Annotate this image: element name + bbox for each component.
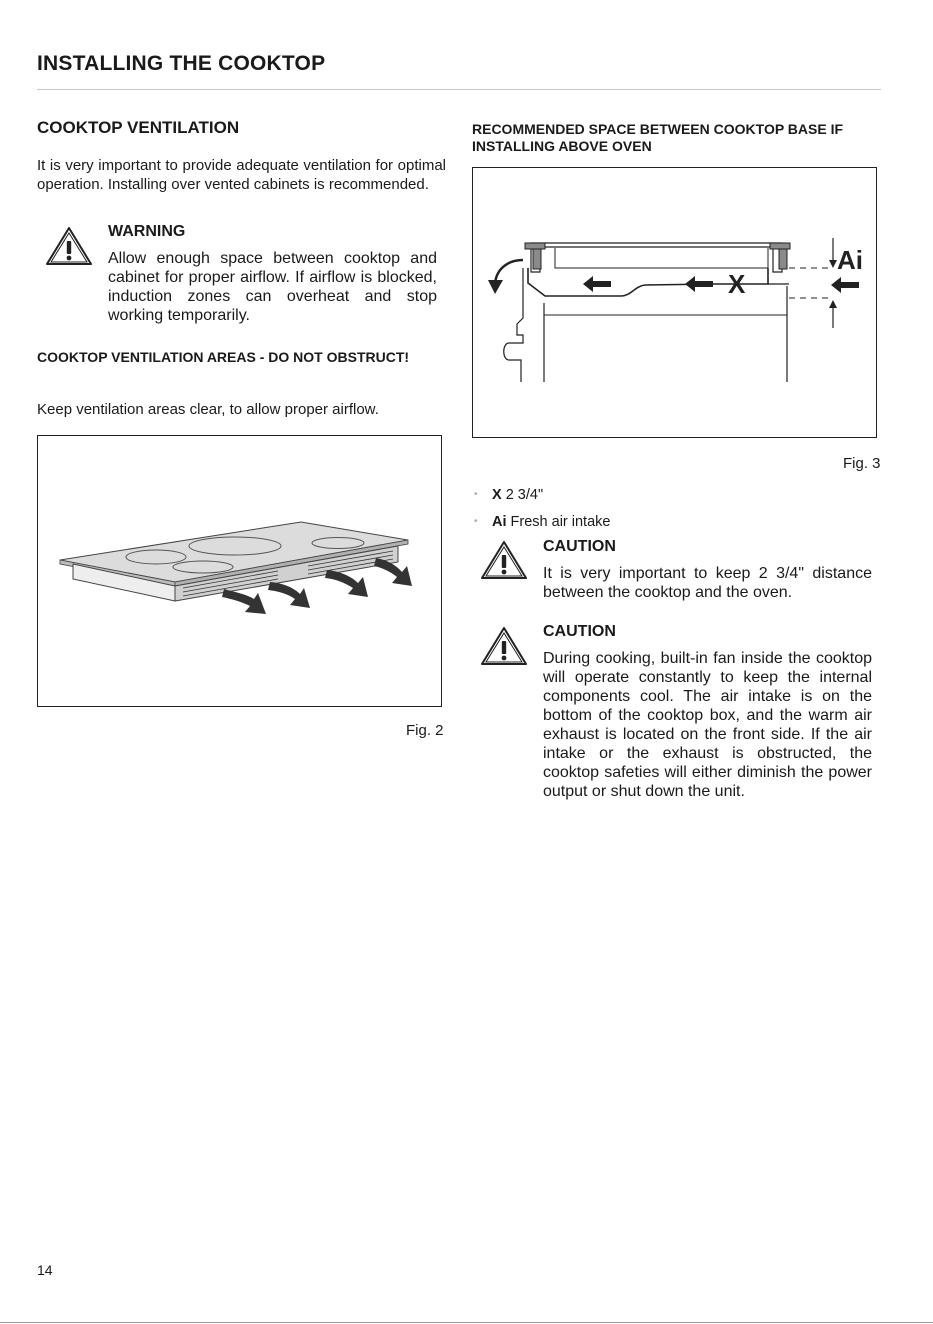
clearance-diagram bbox=[473, 168, 876, 437]
warning-icon bbox=[45, 226, 93, 266]
page-title: INSTALLING THE COOKTOP bbox=[37, 52, 326, 75]
ventilation-areas-heading: COOKTOP VENTILATION AREAS - DO NOT OBSTRUCT! bbox=[37, 349, 410, 365]
legend-term: X bbox=[492, 487, 502, 503]
figure-3-legend bbox=[474, 486, 874, 540]
dimension-x-label: X bbox=[728, 269, 746, 299]
caution-icon bbox=[480, 626, 528, 666]
caution-2-title: CAUTION bbox=[543, 623, 616, 640]
warning-text: Allow enough space between cooktop and cabinet for proper airflow. If airflow is blocked, induction zones can overheat and stop working temporarily. bbox=[108, 250, 437, 324]
legend-term: Ai bbox=[492, 514, 507, 530]
legend-item-x: • X 2 3/4" bbox=[474, 487, 544, 503]
ventilation-areas-text: Keep ventilation areas clear, to allow proper airflow. bbox=[37, 401, 379, 418]
section-heading-ventilation: COOKTOP VENTILATION bbox=[37, 118, 240, 137]
figure-3-clearance-diagram bbox=[472, 167, 877, 438]
legend-desc: Fresh air intake bbox=[510, 514, 611, 530]
air-intake-label: Ai bbox=[837, 245, 863, 275]
page-number: 14 bbox=[37, 1262, 53, 1278]
figure-2-caption: Fig. 2 bbox=[406, 722, 444, 739]
caution-1-text: It is very important to keep 2 3/4" distance between the cooktop and the oven. bbox=[543, 565, 872, 601]
bottom-divider bbox=[0, 1322, 933, 1323]
caution-icon bbox=[480, 540, 528, 580]
ventilation-intro: It is very important to provide adequate ventilation for optimal operation. Installing over vented cabinets is recommended. bbox=[37, 157, 446, 193]
caution-1-title: CAUTION bbox=[543, 538, 616, 555]
figure-2-cooktop-airflow bbox=[37, 435, 442, 707]
warning-title: WARNING bbox=[108, 223, 186, 240]
legend-desc: 2 3/4" bbox=[505, 487, 544, 503]
figure-3-caption: Fig. 3 bbox=[843, 455, 881, 472]
section-heading-recommended-space: RECOMMENDED SPACE BETWEEN COOKTOP BASE IF INSTALLING ABOVE OVEN bbox=[472, 121, 844, 154]
caution-2-text: During cooking, built-in fan inside the cooktop will operate constantly to keep the internal components cool. The air intake is on the bottom of the cooktop box, and the warm air exhaust is located on the front side. If the air intake or the exhaust is obstructed, the cooktop safeties will either diminish the power output or shut down the unit. bbox=[543, 650, 872, 800]
legend-item-ai: • Ai Fresh air intake bbox=[474, 514, 611, 530]
title-divider bbox=[37, 89, 881, 90]
cooktop-illustration bbox=[38, 436, 441, 706]
